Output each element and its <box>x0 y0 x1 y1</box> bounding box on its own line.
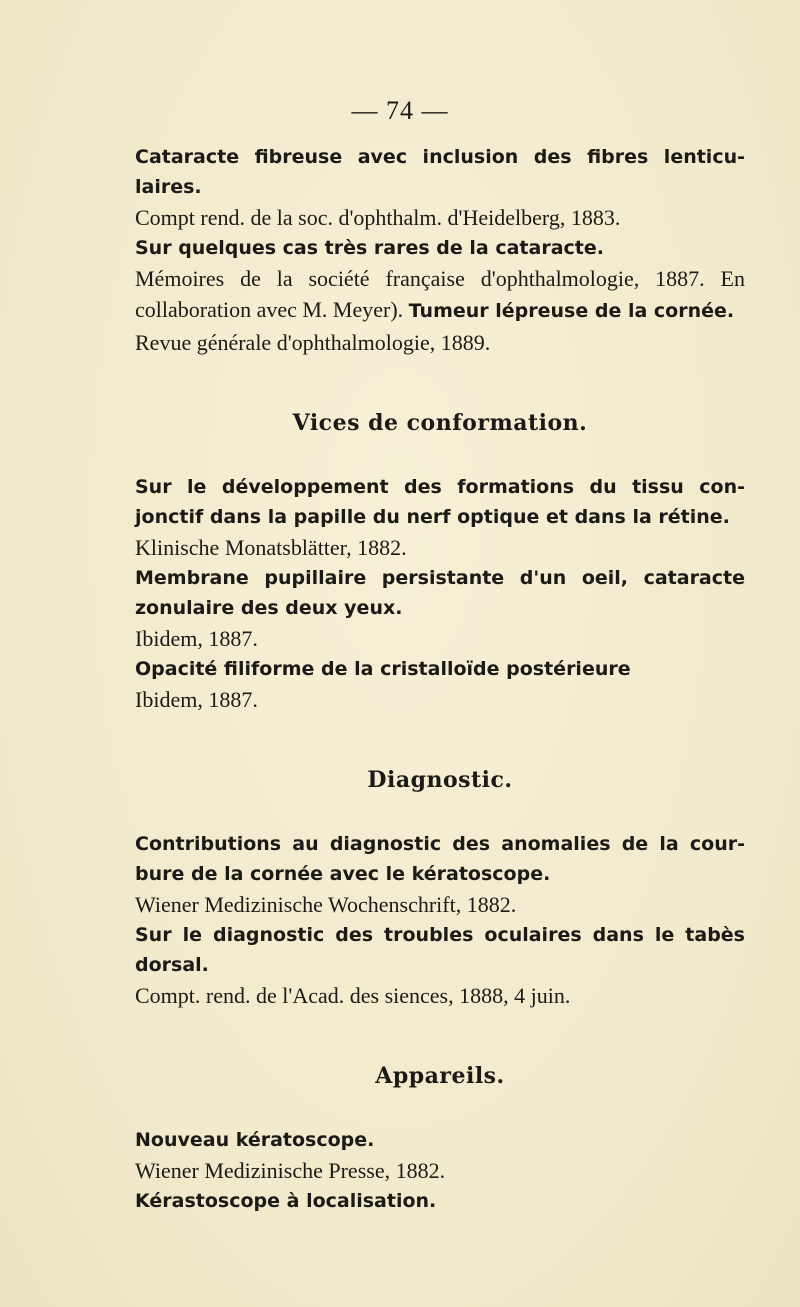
section-heading: Appareils. <box>375 1063 505 1089</box>
page-number: — 74 — <box>351 96 449 125</box>
entry-title: Cataracte fibreuse avec inclusion des fibres lenticu-laires. <box>135 146 745 198</box>
entry-reference: Klinische Monatsblätter, 1882. <box>135 535 407 560</box>
section-heading: Diagnostic. <box>367 767 513 793</box>
entry-title: Sur le développement des formations du tissu con-jonctif dans la papille du nerf optique et dans la rétine. <box>135 476 745 528</box>
entry-reference: Ibidem, 1887. <box>135 687 258 712</box>
section-vices-de-conformation <box>135 410 745 715</box>
entry-title: Sur le diagnostic des troubles oculaires dans le tabès dorsal. <box>135 924 745 976</box>
entry-reference: Ibidem, 1887. <box>135 626 258 651</box>
section-diagnostic <box>135 767 745 1011</box>
entry <box>135 142 745 233</box>
section-heading: Vices de conformation. <box>292 410 588 436</box>
entry-title: Opacité filiforme de la cristalloïde postérieure <box>135 658 631 680</box>
entry-title: Sur quelques cas très rares de la cataracte. <box>135 237 604 259</box>
entry-reference: Wiener Medizinische Wochenschrift, 1882. <box>135 892 517 917</box>
entry-reference: Compt rend. de la soc. d'ophthalm. d'Heidelberg, 1883. <box>135 205 621 230</box>
entry-title: Membrane pupillaire persistante d'un oeil, cataracte zonulaire des deux yeux. <box>135 567 745 619</box>
entry-reference-part: Mémoires de la société française d'ophthalmologie, 1887. En collaboration avec M. Meyer). <box>135 266 745 322</box>
entry-inline-title: Tumeur lépreuse de la cornée. <box>408 300 735 322</box>
entry-title: Contributions au diagnostic des anomalies de la cour-bure de la cornée avec le kératoscope. <box>135 833 745 885</box>
section-appareils <box>135 1063 745 1216</box>
entry-reference <box>135 263 745 327</box>
entry <box>135 233 745 358</box>
entry-title: Kérastoscope à localisation. <box>135 1190 437 1212</box>
entry-reference: Revue générale d'ophthalmologie, 1889. <box>135 330 491 355</box>
entry-reference: Compt. rend. de l'Acad. des siences, 1888, 4 juin. <box>135 983 571 1008</box>
entry-title: Nouveau kératoscope. <box>135 1129 375 1151</box>
entry-reference: Wiener Medizinische Presse, 1882. <box>135 1158 446 1183</box>
page-content <box>135 142 745 1216</box>
